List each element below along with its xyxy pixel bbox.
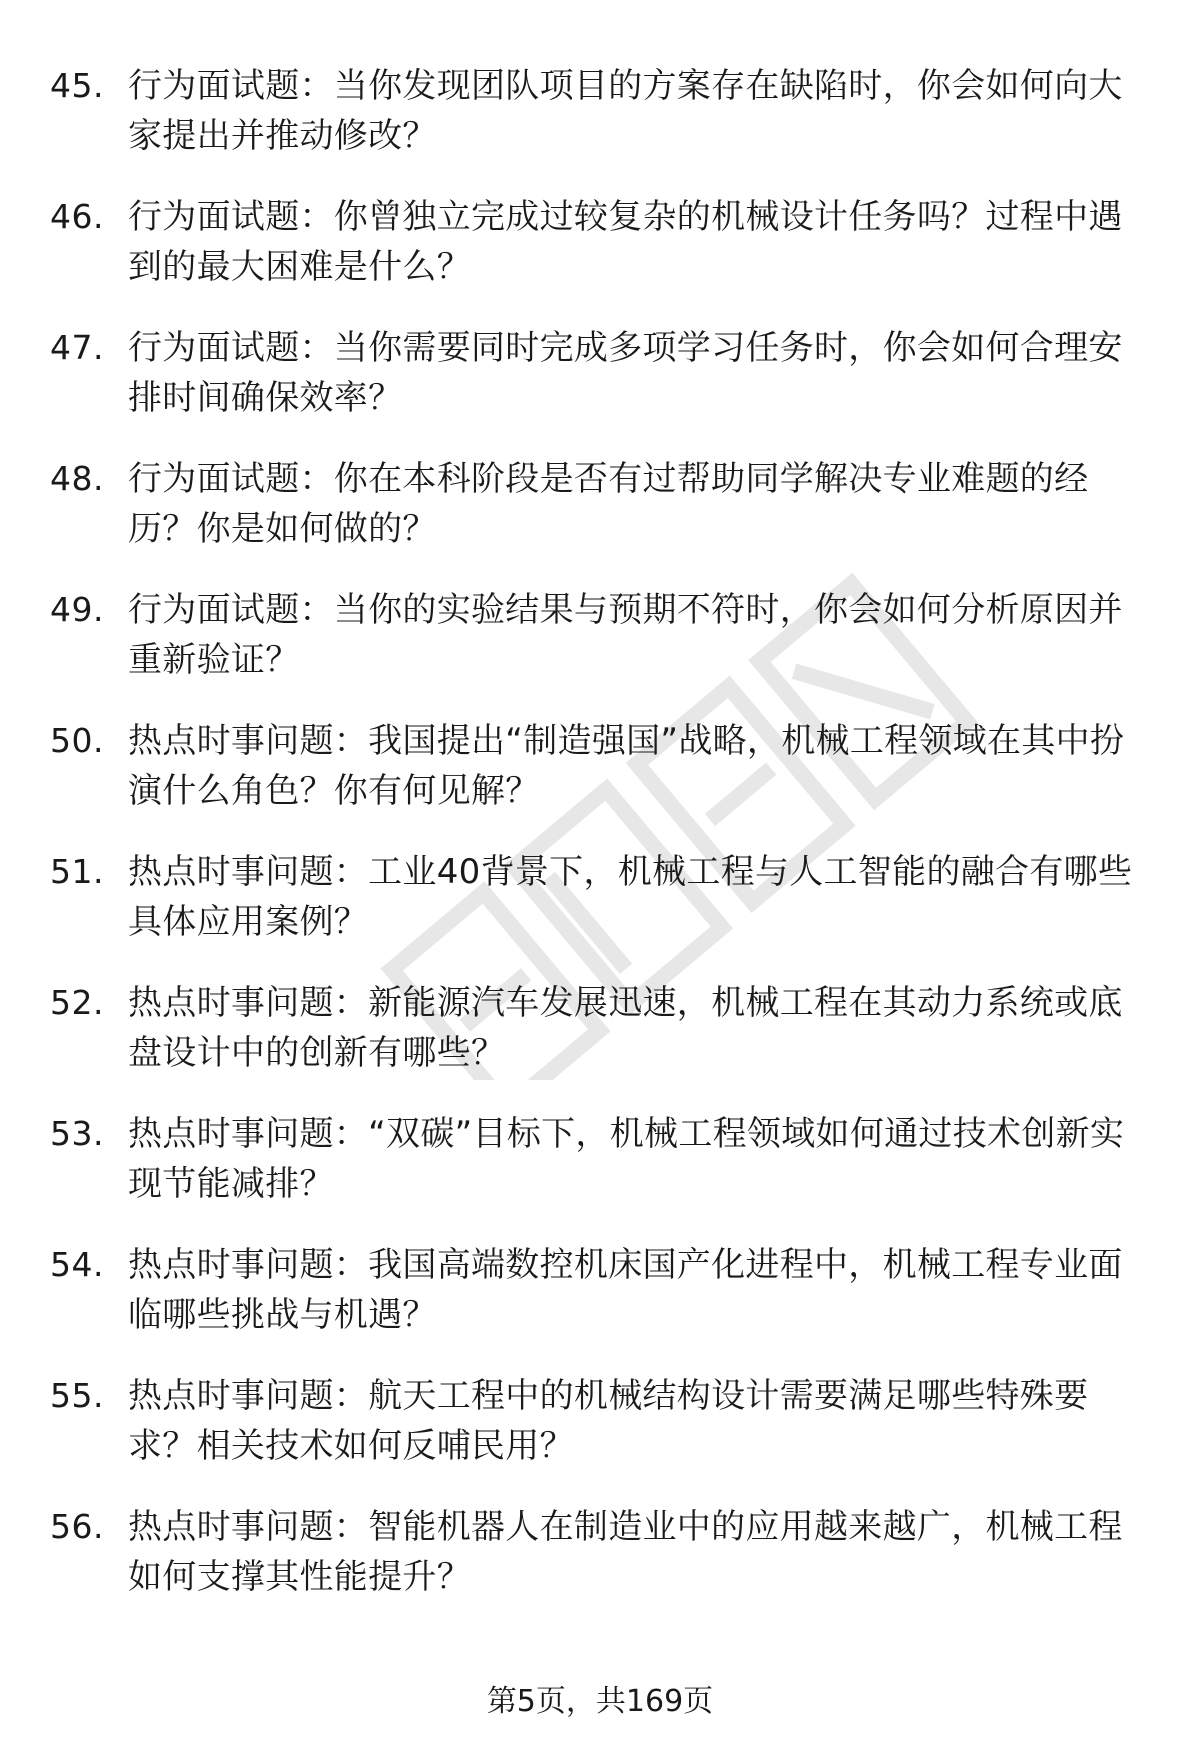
question-item-45 <box>0 55 1200 186</box>
question-item-54 <box>0 1234 1200 1365</box>
question-item-46 <box>0 186 1200 317</box>
question-item-47 <box>0 317 1200 448</box>
question-number: 50. <box>50 721 104 760</box>
question-list <box>0 55 1200 1627</box>
question-number: 51. <box>50 852 104 891</box>
question-number: 52. <box>50 983 104 1022</box>
question-number: 48. <box>50 459 104 498</box>
question-text: 热点时事问题：新能源汽车发展迅速，机械工程在其动力系统或底盘设计中的创新有哪些？ <box>128 983 1123 1073</box>
question-number: 55. <box>50 1376 104 1415</box>
question-number: 45. <box>50 66 104 105</box>
question-number: 53. <box>50 1114 104 1153</box>
question-text: 热点时事问题：我国高端数控机床国产化进程中，机械工程专业面临哪些挑战与机遇？ <box>128 1245 1123 1335</box>
question-text: 热点时事问题：智能机器人在制造业中的应用越来越广，机械工程如何支撑其性能提升？ <box>128 1507 1123 1597</box>
question-item-50 <box>0 710 1200 841</box>
question-item-56 <box>0 1496 1200 1627</box>
question-number: 46. <box>50 197 104 236</box>
question-number: 56. <box>50 1507 104 1546</box>
question-item-51 <box>0 841 1200 972</box>
question-text: 热点时事问题：我国提出“制造强国”战略，机械工程领域在其中扮演什么角色？你有何见解？ <box>128 721 1125 811</box>
question-text: 行为面试题：当你的实验结果与预期不符时，你会如何分析原因并重新验证？ <box>128 590 1123 680</box>
question-text: 行为面试题：你曾独立完成过较复杂的机械设计任务吗？过程中遇到的最大困难是什么？ <box>128 197 1123 287</box>
question-text: 热点时事问题：工业40背景下，机械工程与人工智能的融合有哪些具体应用案例？ <box>128 852 1133 942</box>
question-number: 47. <box>50 328 104 367</box>
question-number: 49. <box>50 590 104 629</box>
question-item-53 <box>0 1103 1200 1234</box>
question-item-52 <box>0 972 1200 1103</box>
question-text: 热点时事问题：航天工程中的机械结构设计需要满足哪些特殊要求？相关技术如何反哺民用？ <box>128 1376 1089 1466</box>
question-item-49 <box>0 579 1200 710</box>
question-text: 行为面试题：当你发现团队项目的方案存在缺陷时，你会如何向大家提出并推动修改？ <box>128 66 1123 156</box>
question-text: 行为面试题：你在本科阶段是否有过帮助同学解决专业难题的经历？你是如何做的？ <box>128 459 1089 549</box>
page-footer: 第5页，共169页 <box>486 1684 714 1719</box>
question-item-55 <box>0 1365 1200 1496</box>
question-text: 行为面试题：当你需要同时完成多项学习任务时，你会如何合理安排时间确保效率？ <box>128 328 1123 418</box>
question-item-48 <box>0 448 1200 579</box>
question-text: 热点时事问题：“双碳”目标下，机械工程领域如何通过技术创新实现节能减排？ <box>128 1114 1125 1204</box>
question-number: 54. <box>50 1245 104 1284</box>
